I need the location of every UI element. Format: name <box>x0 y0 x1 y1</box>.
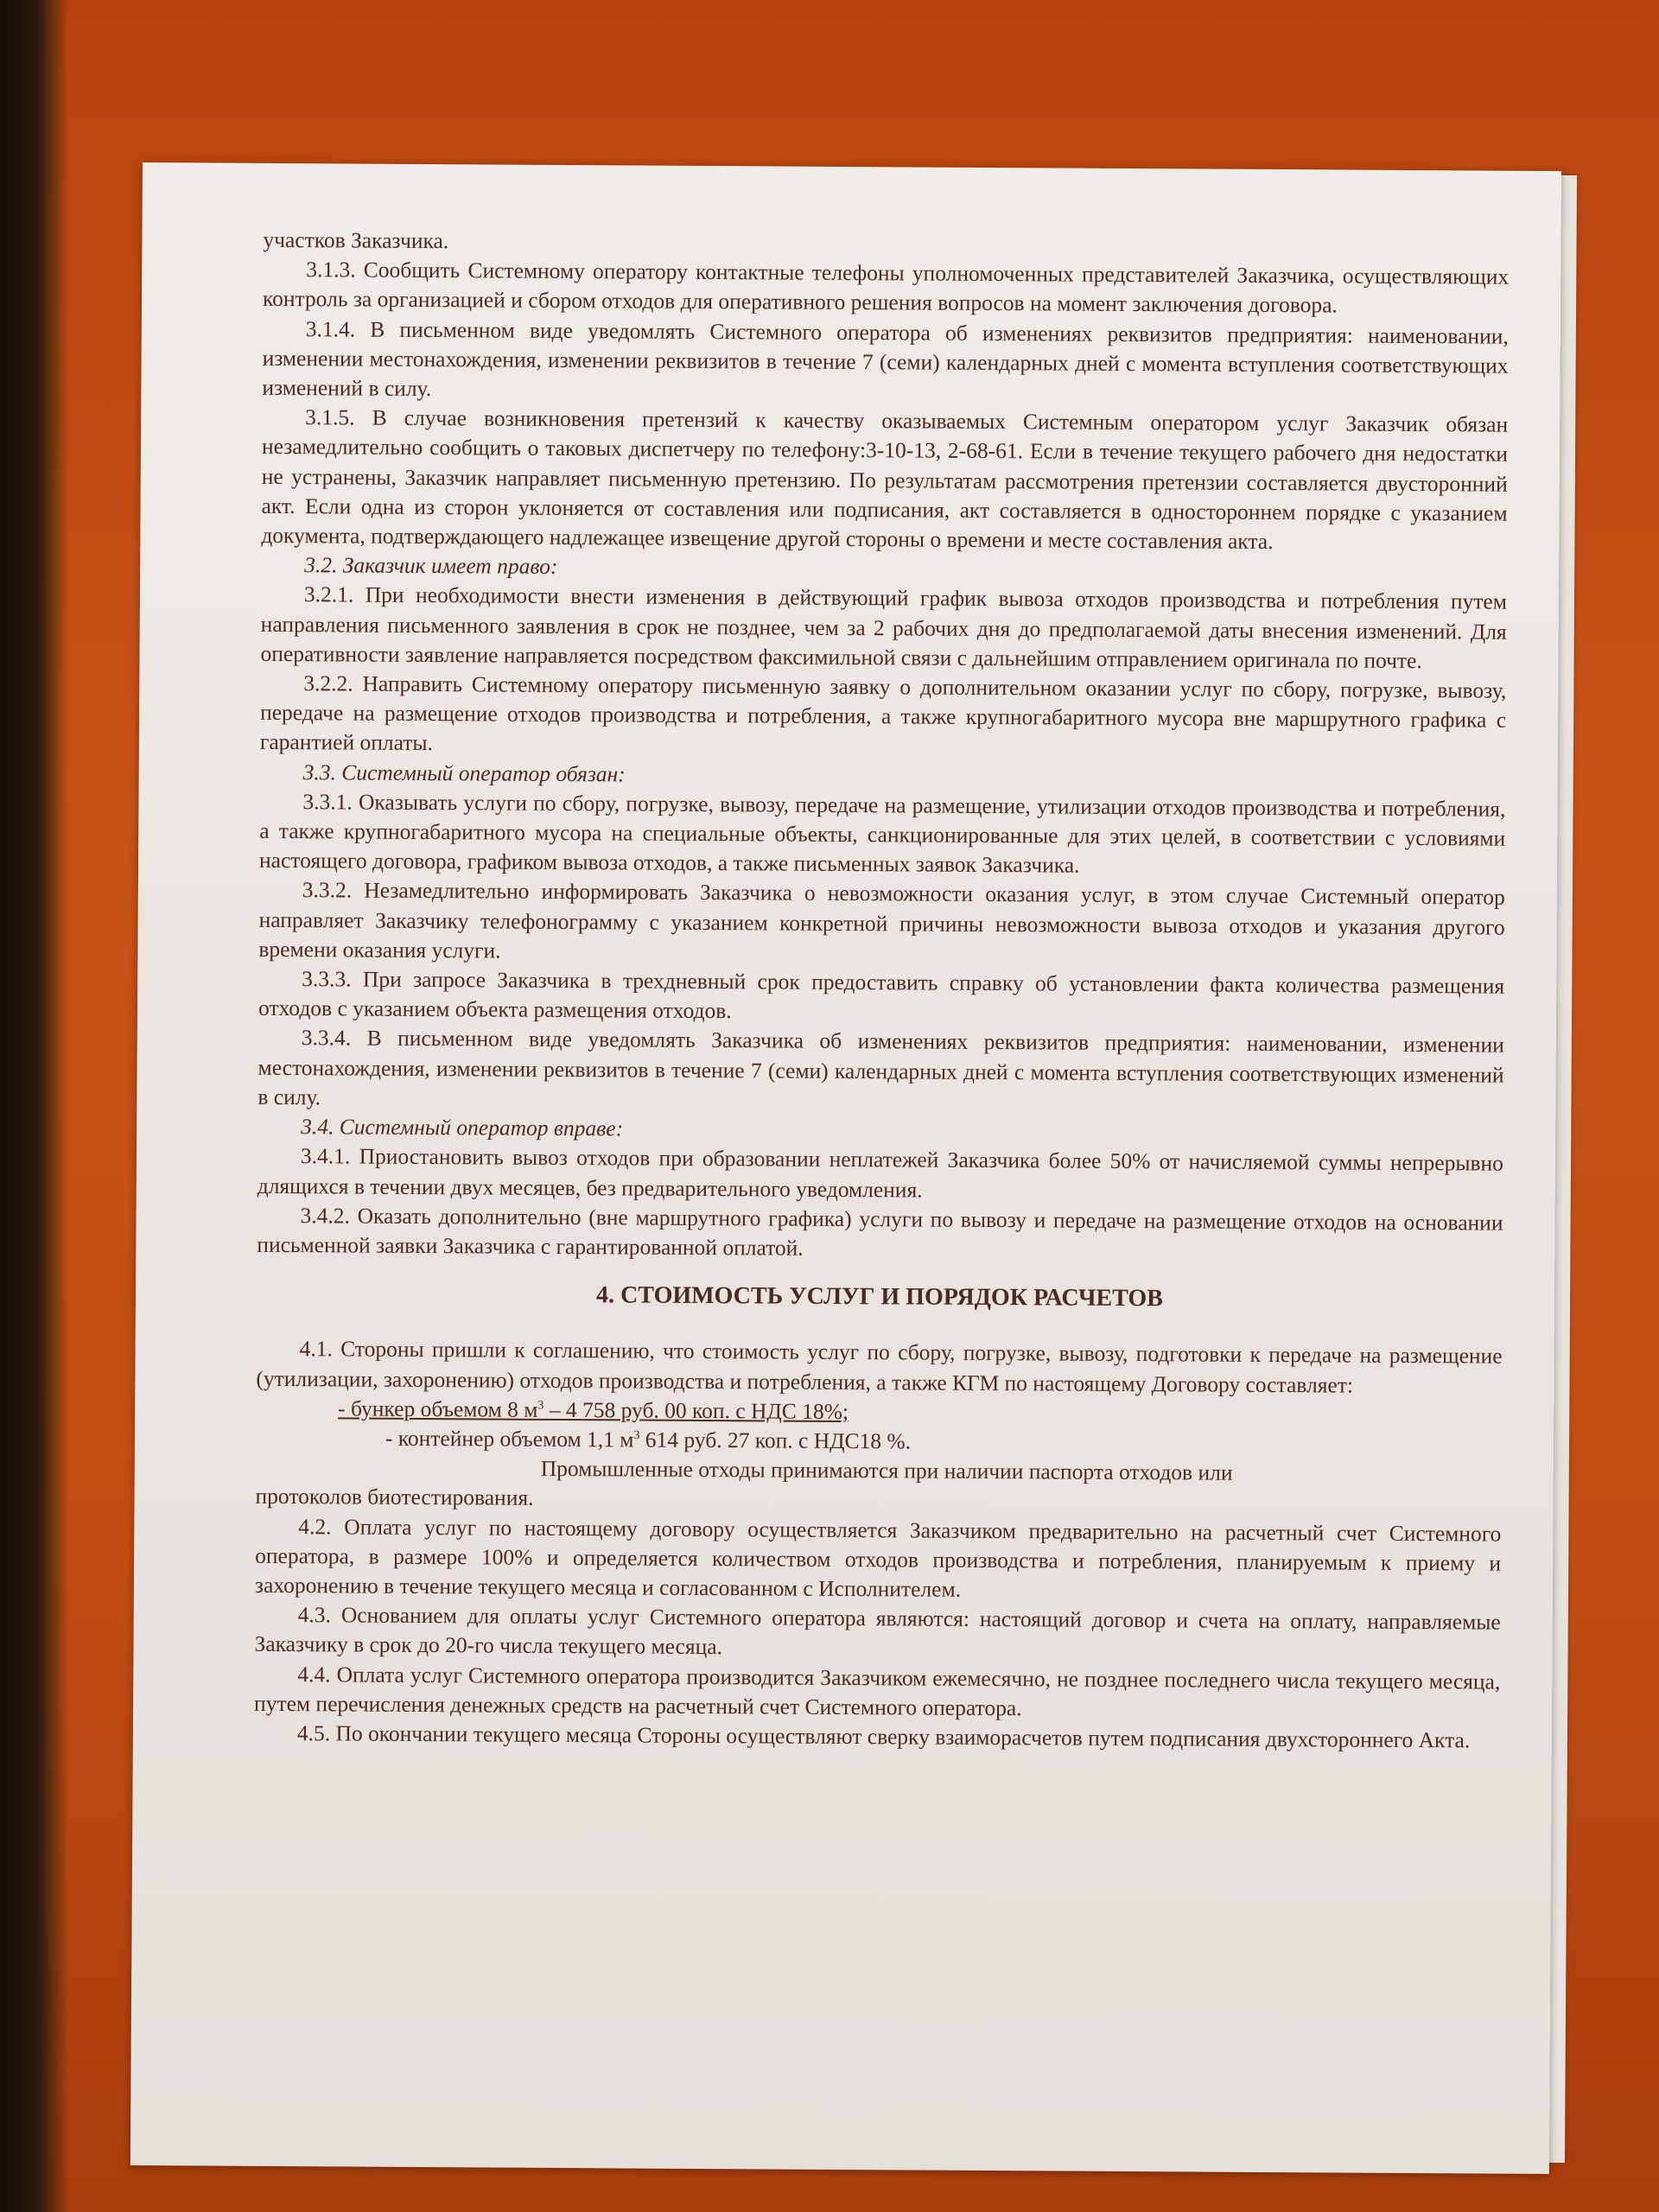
clause-3-2-1: 3.2.1. При необходимости внести изменения в действующий график вывоза отходов производства и потребления путем направления письменного заявления в срок не позднее, чем за 2 рабочих дня до предполагаемой даты внесения изменений. Для оперативности заявление направляется посредством факсимильной связи с дальнейшим отправлением оригинала по почте. <box>260 582 1508 673</box>
clause-3-2-2: 3.2.2. Направить Системному оператору письменную заявку о дополнительном оказании услуг по сбору, погрузке, вывозу, передаче на размещение отходов производства и потребления, а также крупногабаритного мусора вне маршрутного графика с гарантией оплаты. <box>259 671 1507 756</box>
section-3-4-heading: 3.4. Системный оператор вправе: <box>301 1114 624 1141</box>
clause-4-1: 4.1. Стороны пришли к соглашению, что стоимость услуг по сбору, погрузке, вывозу, подготовки к передаче на размещение (утилизации, захоронению) отходов производства и потребления, а также КГМ по настоящему Договору составляет: <box>256 1336 1503 1398</box>
clause-3-3-2: 3.3.2. Незамедлительно информировать Заказчика о невозможности оказания услуг, в этом случае Системный оператор направляет Заказчику телефонограмму с указанием конкретной причины невозможности вывоза отходов и указания другого времени оказания услуги. <box>258 877 1505 963</box>
clause-3-1-3: 3.1.3. Сообщить Системному оператору контактные телефоны уполномоченных представителей Заказчика, осуществляющих контроль за организацией и сбором отходов для оперативного решения вопросов на момент заключения договора. <box>262 257 1510 318</box>
industrial-waste-note: Промышленные отходы принимаются при наличии паспорта отходов или <box>540 1455 1233 1485</box>
clause-3-3-3: 3.3.3. При запросе Заказчика в трехдневный срок предоставить справку об установлении факта количества размещения отходов с указанием объекта размещения отходов. <box>257 966 1505 1024</box>
background-dark-edge <box>0 0 69 2212</box>
section-3-3-heading: 3.3. Системный оператор обязан: <box>302 759 626 787</box>
clause-4-4: 4.4. Оплата услуг Системного оператора производится Заказчиком ежемесячно, не позднее последнего числа текущего месяца, путем перечисления денежных средств на расчетный счет Системного оператора. <box>254 1661 1501 1720</box>
document-page <box>130 162 1561 2174</box>
price-bunker-text: - бункер объемом 8 м <box>338 1395 538 1422</box>
document-body <box>254 226 1510 1756</box>
price-container-text: - контейнер объемом 1,1 м <box>385 1425 634 1452</box>
industrial-waste-note-cont: протоколов биотестирования. <box>255 1484 534 1511</box>
price-bunker-amount: – 4 758 руб. 00 коп. с НДС 18%; <box>543 1396 849 1424</box>
clause-4-3: 4.3. Основанием для оплаты услуг Системного оператора являются: настоящий договор и счета на оплату, направляемые Заказчику в срок до 20-го числа текущего месяца. <box>254 1602 1501 1660</box>
clause-4-5: 4.5. По окончании текущего месяца Стороны осуществляют сверку взаиморасчетов путем подписания двухстороннего Акта. <box>296 1720 1471 1753</box>
price-bunker-sup: 3 <box>537 1399 544 1413</box>
clause-3-4-1: 3.4.1. Приостановить вывоз отходов при образовании неплатежей Заказчика более 50% от начисляемой суммы непрерывно длящихся в течении двух месяцев, без предварительного уведомления. <box>257 1143 1504 1203</box>
continuation-line: участков Заказчика. <box>263 226 449 254</box>
section-3-2-heading: 3.2. Заказчик имеет право: <box>304 552 558 580</box>
clause-4-2: 4.2. Оплата услуг по настоящему договору осуществляется Заказчиком предварительно на расчетный счет Системного оператора, в размере 100% и определяется количеством отходов производства и потребления, планируемым к приему и захоронению в течение текущего месяца и согласованном с Исполнителем. <box>254 1513 1502 1602</box>
clause-3-1-4: 3.1.4. В письменном виде уведомлять Системного оператора об изменениях реквизитов предприятия: наименовании, изменении местонахождения, изменении реквизитов в течение 7 (семи) календарных дней с момента вступления соответствующих изменений в силу. <box>262 315 1509 402</box>
clause-3-3-1: 3.3.1. Оказывать услуги по сбору, погрузке, вывозу, передаче на размещение, утилизации отходов производства и потребления, а также крупногабаритного мусора на специальные объекты, санкционированные для этих целей, в соответствии с условиями настоящего договора, графиком вывоза отходов, а также письменных заявок Заказчика. <box>258 789 1506 878</box>
clause-3-3-4: 3.3.4. В письменном виде уведомлять Заказчика об изменениях реквизитов предприятия: наименовании, изменении местонахождения, изменении реквизитов в течение 7 (семи) календарных дней с момента вступления соответствующих изменений в силу. <box>257 1025 1504 1110</box>
clause-3-1-5: 3.1.5. В случае возникновения претензий к качеству оказываемых Системным оператором услуг Заказчик обязан незамедлительно сообщить о таковых диспетчеру по телефону:3-10-13, 2-68-61. Если в течение текущего рабочего дня недостатки не устранены, Заказчик направляет письменную претензию. По результатам рассмотрения претензии составляется двусторонний акт. Если одна из сторон уклоняется от составления или подписания, акт составляется в одностороннем порядке с указанием документа, подтверждающего надлежащее извещение другой стороны о времени и месте составления акта. <box>261 404 1509 555</box>
clause-3-4-2: 3.4.2. Оказать дополнительно (вне маршрутного графика) услуги по вывозу и передаче на размещение отходов на основании письменной заявки Заказчика с гарантированной оплатой. <box>257 1202 1503 1261</box>
price-container-amount: 614 руб. 27 коп. с НДС18 %. <box>639 1427 912 1454</box>
section-4-title: 4. СТОИМОСТЬ УСЛУГ И ПОРЯДОК РАСЧЕТОВ <box>596 1281 1163 1313</box>
price-container-sup: 3 <box>633 1428 640 1442</box>
